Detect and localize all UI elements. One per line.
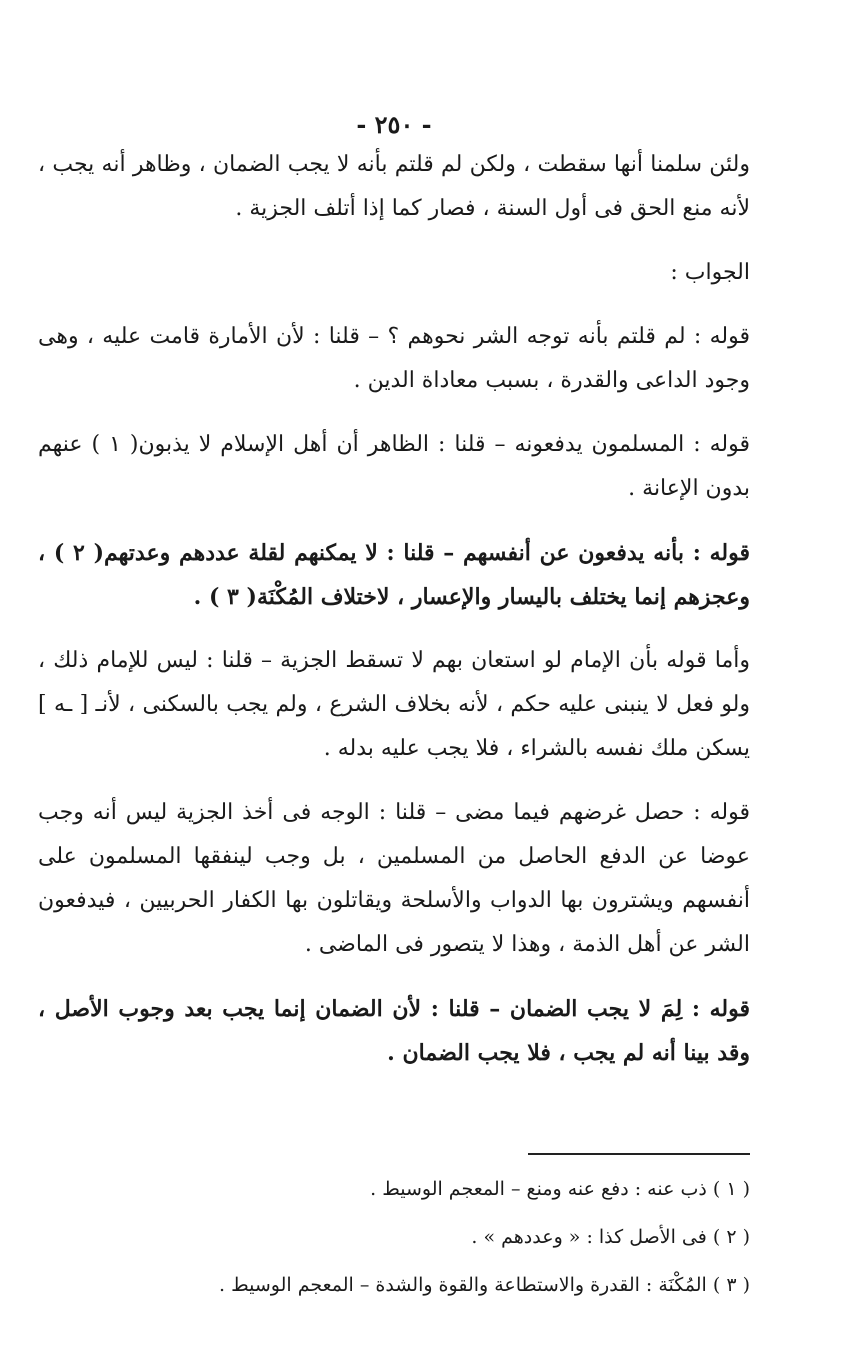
footnote-2: ( ٢ ) فى الأصل كذا : « وعددهم » . — [471, 1226, 750, 1248]
paragraph-reply-6: قوله : لِمَ لا يجب الضمان – قلنا : لأن الضمان إنما يجب بعد وجوب الأصل ، وقد بينا أنه لم يجب ، فلا يجب الضمان . — [38, 996, 750, 1066]
paragraph-reply-2: قوله : المسلمون يدفعونه – قلنا : الظاهر أن أهل الإسلام لا يذبون( ١ ) عنهم بدون الإعانة . — [38, 432, 750, 501]
paragraph-objection: ولئن سلمنا أنها سقطت ، ولكن لم قلتم بأنه لا يجب الضمان ، وظاهر أنه يجب ، لأنه منع الحق فى أول السنة ، فصار كما إذا أتلف الجزية . — [38, 152, 750, 221]
paragraph-reply-1: قوله : لم قلتم بأنه توجه الشر نحوهم ؟ – قلنا : لأن الأمارة قامت عليه ، وهى وجود الداعى والقدرة ، بسبب معاداة الدين . — [38, 324, 750, 393]
footnote-3: ( ٣ ) المُكْنَة : القدرة والاستطاعة والقوة والشدة – المعجم الوسيط . — [219, 1274, 750, 1296]
paragraph-reply-3: قوله : بأنه يدفعون عن أنفسهم – قلنا : لا يمكنهم لقلة عددهم وعدتهم( ٢ ) ، وعجزهم إنما يختلف باليسار والإعسار ، لاختلاف المُكْنَة( ٣ ) . — [38, 540, 751, 610]
paragraph-reply-4: وأما قوله بأن الإمام لو استعان بهم لا تسقط الجزية – قلنا : ليس للإمام ذلك ، ولو فعل لا ينبنى عليه حكم ، لأنه بخلاف الشرع ، ولم يجب بالسكنى ، لأنـ [ ـه ] يسكن ملك نفسه بالشراء ، فلا يجب عليه بدله . — [38, 648, 750, 761]
page-body — [38, 110, 750, 1095]
paragraph-reply-5: قوله : حصل غرضهم فيما مضى – قلنا : الوجه فى أخذ الجزية ليس أنه وجب عوضا عن الدفع الحاصل من المسلمين ، بل وجب لينفقها المسلمون على أنفسهم ويشترون بها الدواب والأسلحة ويقاتلون بها الكفار الحربيين ، فيدفعون الشر عن أهل الذمة ، وهذا لا يتصور فى الماضى . — [38, 800, 750, 957]
page-number: - ٢٥٠ - — [356, 110, 432, 139]
footnote-1: ( ١ ) ذب عنه : دفع عنه ومنع – المعجم الوسيط . — [370, 1178, 750, 1200]
answer-heading: الجواب : — [670, 260, 750, 285]
footnote-divider — [528, 1153, 750, 1155]
footnotes — [38, 1165, 750, 1309]
